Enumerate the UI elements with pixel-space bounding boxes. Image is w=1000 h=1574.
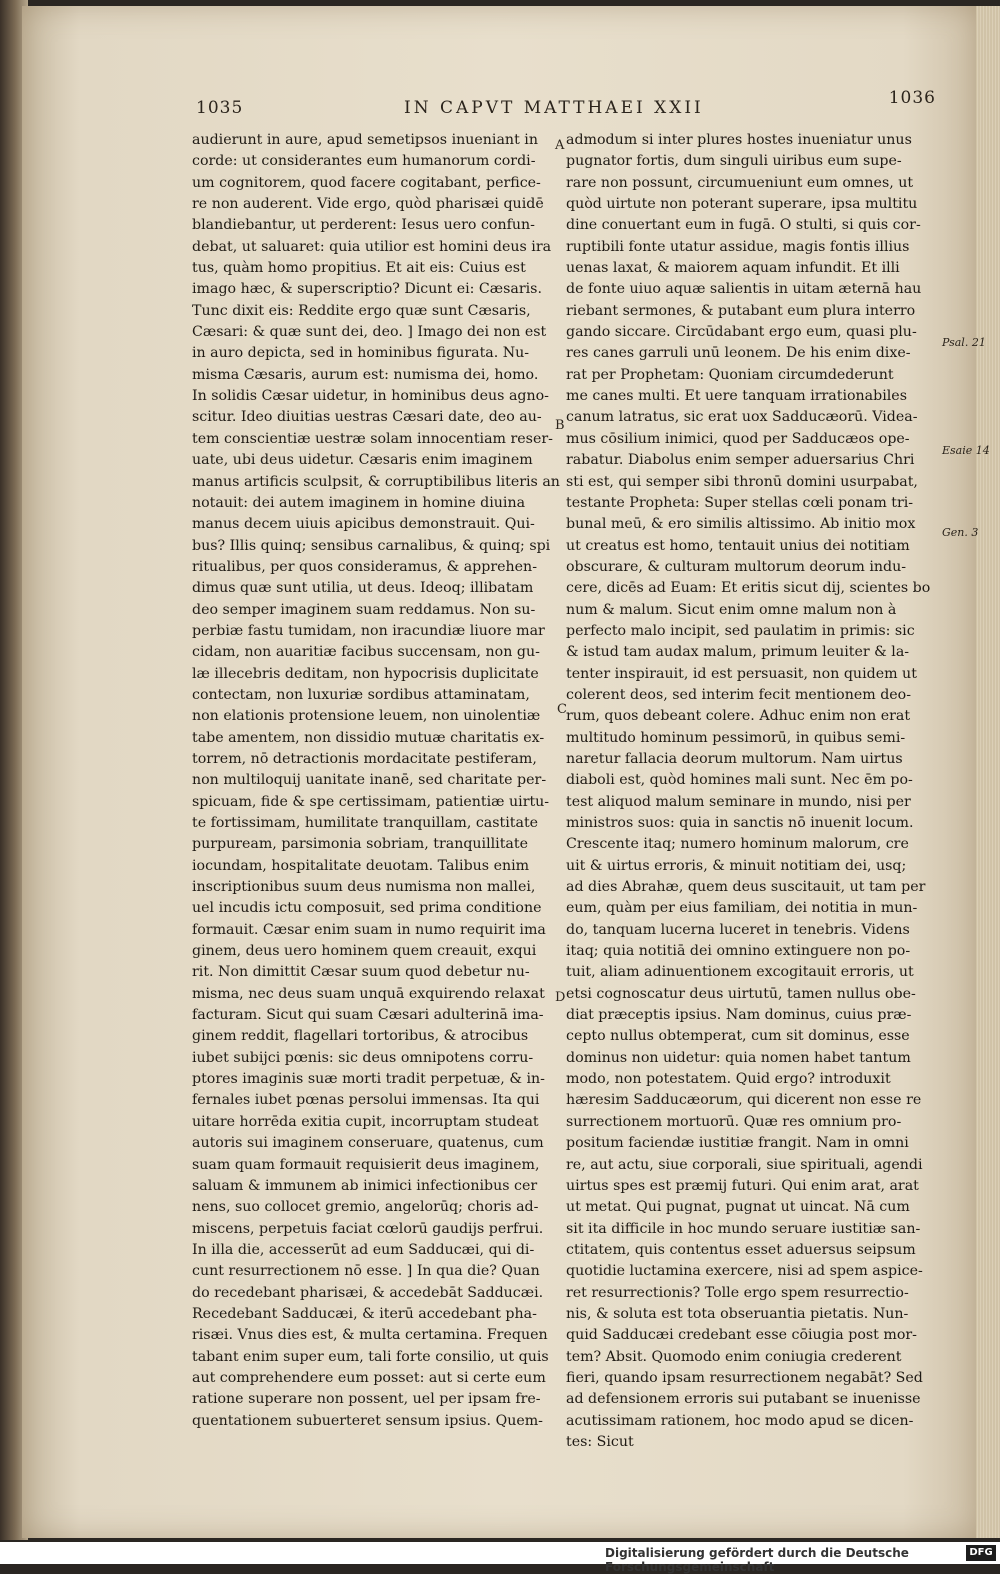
text-line: suam quam formauit requisierit deus imaginem, [192,1156,540,1173]
text-line: ut creatus est homo, tentauit unius dei notitiam [566,537,910,554]
text-line: naretur fallacia deorum multorum. Nam uirtus [566,750,903,767]
text-line: gando siccare. Circūdabant ergo eum, quasi plu- [566,324,917,341]
text-line: um cognitorem, quod facere cogitabant, perfice- [192,174,541,191]
text-line: risæi. Vnus dies est, & multa certamina. Frequen [192,1327,548,1344]
text-line: positum faciendæ iustitiæ frangit. Nam in omni [566,1135,909,1152]
text-line: non elationis protensione leuem, non uinolentiæ [192,708,541,725]
text-line: bus? Illis quinq; sensibus carnalibus, & quinq; spi [192,537,551,554]
text-line: fieri, quando ipsam resurrectionem negabāt? Sed [566,1369,923,1386]
text-line: itaq; quia notitiā dei omnino extinguere non po- [566,943,911,960]
text-line: dimus quæ sunt utilia, ut deus. Ideoq; illibatam [192,580,534,597]
text-line: quentationem subuerteret sensum ipsius. Quem- [192,1412,543,1429]
text-line: tus, quàm homo propitius. Et ait eis: Cuius est [192,260,526,277]
text-line: surrectionem mortuorū. Quæ res omnium pro- [566,1113,902,1130]
text-line: testante Propheta: Super stellas cœli ponam tri- [566,494,914,511]
text-line: tabe amentem, non dissidio mutuæ charitatis ex- [192,729,545,746]
text-line: ginem reddit, flagellari tortoribus, & atrocibus [192,1028,529,1045]
text-line: sti est, qui semper sibi thronū domini usurpabat, [566,473,918,490]
section-letter-b: B [555,418,565,433]
text-line: iocundam, hospitalitate deuotam. Talibus enim [192,857,530,874]
text-line: re, aut actu, siue corporali, siue spirituali, agendi [566,1156,923,1173]
page-edges [976,6,1000,1538]
text-line: ministros suos: quia in sanctis nō inuenit locum. [566,815,914,831]
text-line: iubet subijci pœnis: sic deus omnipotens corru- [192,1049,534,1066]
text-line: etsi cognoscatur deus uirtutū, tamen nullus obe- [566,985,916,1002]
text-line: perbiæ fastu tumidam, non iracundiæ liuore mar [192,622,545,639]
text-line: tem? Absit. Quomodo enim coniugia crederent [566,1348,902,1365]
text-line: test aliquod malum seminare in mundo, nisi per [566,793,911,810]
text-line: de fonte uiuo aquæ salientis in uitam æternā hau [566,281,922,298]
text-line: re non auderent. Vide ergo, quòd pharisæi quidē [192,196,544,213]
text-line: modo, non potestatem. Quid ergo? introduxit [566,1071,891,1088]
text-line: In solidis Cæsar uidetur, in hominibus deus agno- [192,388,549,405]
text-line: manus artificis sculpsit, & corruptibilibus literis an [192,473,560,490]
text-line: manus decem uiuis apicibus demonstrauit. Qui- [192,516,535,533]
text-line: acutissimam rationem, hoc modo apud se dicen- [566,1412,914,1429]
text-line: Tunc dixit eis: Reddite ergo quæ sunt Cæsaris, [192,302,531,319]
text-line: & istud tam audax malum, primum leuiter & la- [566,644,910,661]
text-line: bunal meū, & ero similis altissimo. Ab initio mox [566,516,916,533]
text-line: miscens, perpetuis faciat cœlorū gaudijs perfrui. [192,1220,544,1237]
text-column-right [566,130,938,1453]
text-line: cere, dicēs ad Euam: Et eritis sicut dij, scientes bo [566,580,931,597]
page-header [196,88,936,126]
text-line: ginem, deus uero hominem quem creauit, exqui [192,943,537,960]
text-line: notauit: dei autem imaginem in homine diuina [192,494,526,511]
text-line: cunt resurrectionem nō esse. ] In qua die? Quan [192,1263,540,1280]
text-line: te fortissimam, humilitate tranquillam, castitate [192,815,539,831]
text-line: inscriptionibus suum deus numisma non mallei, [192,879,536,896]
text-line: mus cōsilium inimici, quod per Sadducæos ope- [566,430,910,447]
text-line: canum latratus, sic erat uox Sadducæorū. Videa- [566,409,918,426]
text-column-left [192,130,560,1432]
text-line: cepto nullus obtemperat, cum sit dominus, esse [566,1028,910,1045]
text-line: debat, ut saluaret: quia utilior est homini deus ira [192,238,552,255]
text-line: uirtus spes est præmij futuri. Qui enim arat, arat [566,1177,919,1194]
text-line: rare non possunt, circumueniunt eum omnes, ut [566,174,914,191]
text-line: ctitatem, quis contentus esset aduersus seipsum [566,1241,916,1258]
text-line: quòd uirtute non poterant superare, ipsa multitu [566,196,918,213]
text-line: multitudo hominum pessimorū, in quibus semi- [566,729,906,746]
text-line: torrem, nō detractionis mordacitate pestiferam, [192,750,537,767]
text-line: læ illecebris deditam, non hypocrisis duplicitate [192,665,539,682]
text-line: dine conuertant eum in fugā. O stulti, si quis cor- [566,217,921,234]
dfg-logo: DFG [966,1545,996,1561]
text-line: rum, quos debeant colere. Adhuc enim non erat [566,708,911,725]
text-line: uit & uirtus erroris, & minuit notitiam dei, usq; [566,857,907,874]
text-line: admodum si inter plures hostes inueniatur unus [566,132,912,148]
text-line: uate, ubi deus uidetur. Cæsaris enim imaginem [192,452,533,469]
text-line: scitur. Ideo diuitias uestras Cæsari date, deo au- [192,409,542,426]
text-line: ad dies Abrahæ, quem deus suscitauit, ut tam per [566,879,926,896]
text-line: quid Sadducæi credebant esse cōiugia post mor- [566,1327,917,1344]
text-line: do recedebant pharisæi, & accedebāt Sadducæi. [192,1284,544,1301]
text-line: Cæsari: & quæ sunt dei, deo. ] Imago dei non est [192,324,547,341]
text-line: nens, suo collocet gremio, angelorūq; choris ad- [192,1199,539,1216]
text-line: sit ita difficile in hoc mundo seruare iustitiæ san- [566,1220,921,1237]
text-line: obscurare, & culturam multorum deorum indu- [566,558,907,575]
text-line: non multiloquij uanitate inanē, sed charitate per- [192,772,547,789]
text-line: deo semper imaginem suam reddamus. Non su- [192,601,536,618]
text-line: In illa die, accesserūt ad eum Sadducæi, qui di- [192,1241,535,1258]
text-line: autoris sui imaginem conseruare, quatenus, cum [192,1135,544,1152]
text-line: formauit. Cæsar enim suam in numo requirit ima [192,921,546,938]
margin-note-esaie: Esaie 14 [942,444,990,457]
text-line: misma, nec deus suam unquā exquirendo relaxat [192,985,545,1002]
text-line: tuit, aliam adinuentionem excogitauit erroris, ut [566,964,914,981]
text-line: Crescente itaq; numero hominum malorum, cre [566,836,909,853]
text-line: quotidie luctamina exercere, nisi ad spem aspice- [566,1263,923,1280]
text-line: in auro depicta, sed in hominibus figurata. Nu- [192,345,530,362]
text-line: tes: Sicut [566,1433,634,1450]
digitization-footer [0,1542,1000,1574]
text-line: tem conscientiæ uestræ solam innocentiam reser- [192,430,553,447]
text-line: colerent deos, sed interim fecit mentionem deo- [566,686,912,703]
text-line: uenas laxat, & maiorem aquam infundit. Et illi [566,260,900,277]
text-line: uel incudis ictu composuit, sed prima conditione [192,900,542,917]
text-line: audierunt in aure, apud semetipsos inueniant in [192,132,538,148]
text-line: ptores imaginis suæ morti tradit perpetuæ, & in- [192,1071,545,1088]
text-line: misma Cæsaris, aurum est: numisma dei, homo. [192,366,539,383]
text-line: facturam. Sicut qui suam Cæsari adulterinā ima- [192,1007,544,1024]
text-line: num & malum. Sicut enim omne malum non à [566,601,897,618]
text-line: ratione superare non possent, uel per ipsam fre- [192,1391,541,1408]
text-line: contectam, non luxuriæ sordibus attaminatam, [192,686,530,703]
text-line: purpuream, parsimonia sobriam, tranquillitate [192,836,528,853]
text-line: rit. Non dimittit Cæsar suum quod debetur nu- [192,964,530,981]
folio-number-right: 1036 [888,88,936,108]
running-title: IN CAPVT MATTHAEI XXII [404,98,704,118]
text-line: fernales iubet pœnas persolui immensas. Ita qui [192,1092,540,1109]
text-line: res canes garruli unū leonem. De his enim dixe- [566,345,911,362]
text-line: diaboli est, quòd homines mali sunt. Nec ēm po- [566,772,913,789]
text-line: diat præceptis ipsius. Nam dominus, cuius præ- [566,1007,912,1024]
text-line: rabatur. Diabolus enim semper aduersarius Chri [566,452,915,469]
text-line: ruptibili fonte utatur assidue, magis fontis illius [566,238,910,255]
text-line: me canes multi. Et uere tanquam irrationabiles [566,388,907,405]
text-line: hæresim Sadducæorum, qui dicerent non esse re [566,1092,922,1109]
section-letter-c: C [557,702,567,717]
margin-note-psalm: Psal. 21 [942,336,986,349]
text-line: nis, & soluta est tota obseruantia pietatis. Nun- [566,1305,909,1322]
text-line: do, tanquam lucerna luceret in tenebris. Videns [566,921,910,938]
text-line: cidam, non auaritiæ facibus succensam, non gu- [192,644,540,661]
section-letter-d: D [555,990,566,1005]
margin-note-genesis: Gen. 3 [942,526,979,539]
text-line: riebant sermones, & putabant eum plura interro [566,302,916,319]
text-line: dominus non uidetur: quia nomen habet tantum [566,1049,911,1066]
text-line: pugnator fortis, dum singuli uiribus eum supe- [566,153,902,170]
text-line: uitare horrēda exitia cupit, incorruptam studeat [192,1113,539,1130]
text-line: perfecto malo incipit, sed paulatim in primis: sic [566,622,915,639]
text-line: corde: ut considerantes eum humanorum cordi- [192,153,536,170]
text-line: ad defensionem erroris sui putabant se inuenisse [566,1391,921,1408]
text-line: tabant enim super eum, tali forte consilio, ut quis [192,1348,549,1365]
text-line: imago hæc, & superscriptio? Dicunt ei: Cæsaris. [192,281,542,298]
text-line: ret resurrectionis? Tolle ergo spem resurrectio- [566,1284,909,1301]
text-line: blandiebantur, ut perderent: Iesus uero confun- [192,217,535,234]
text-line: tenter inspirauit, id est persuasit, non quidem ut [566,665,917,682]
text-line: ut metat. Qui pugnat, pugnat ut uincat. Nā cum [566,1199,910,1216]
text-line: spicuam, fide & spe certissimam, patientiæ uirtu- [192,793,550,810]
text-line: eum, quàm per eius familiam, dei notitia in mun- [566,900,918,917]
funding-credit: Digitalisierung gefördert durch die Deutsche Forschungsgemeinschaft [605,1546,909,1574]
text-line: Recedebant Sadducæi, & iterū accedebant pha- [192,1305,537,1322]
text-line: saluam & immunem ab inimici infectionibus cer [192,1177,538,1194]
text-line: aut comprehendere eum posset: aut si certe eum [192,1369,546,1386]
text-line: ritualibus, per quos consideramus, & apprehen- [192,558,537,575]
text-line: rat per Prophetam: Quoniam circumdederunt [566,366,894,383]
section-letter-a: A [555,138,565,153]
folio-number-left: 1035 [196,98,244,118]
